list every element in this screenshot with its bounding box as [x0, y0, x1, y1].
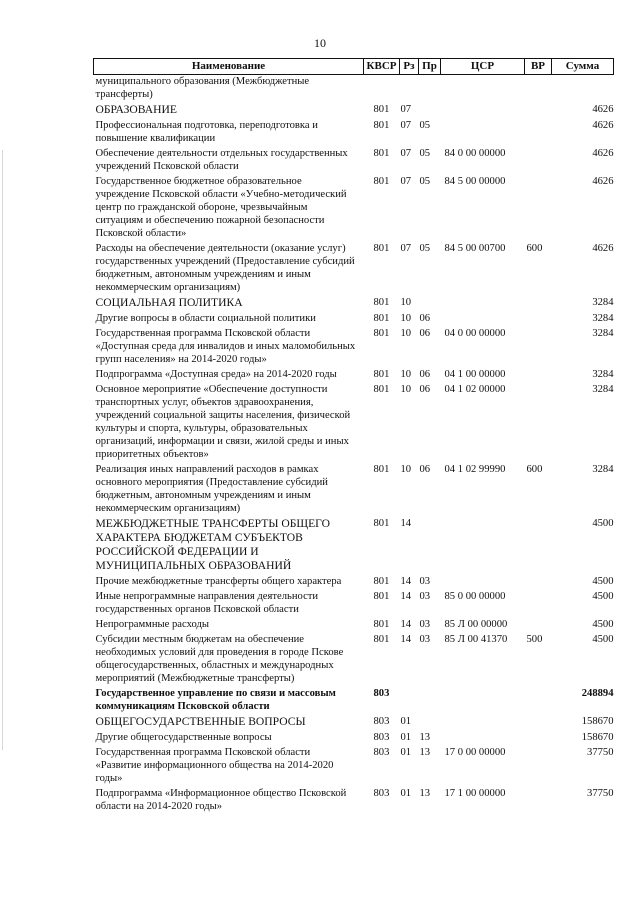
- cell-sum: 248894: [581, 688, 614, 699]
- cell-sum: 37750: [587, 747, 614, 758]
- cell-kvsr: 801: [373, 313, 390, 324]
- cell-vr: [525, 175, 552, 242]
- header-vr: ВР: [525, 59, 552, 75]
- cell-kvsr: 801: [373, 243, 390, 254]
- cell-pr: 03: [419, 591, 431, 602]
- cell-pr: 06: [419, 384, 431, 395]
- cell-rz: 07: [400, 148, 412, 159]
- cell-vr: [525, 383, 552, 463]
- cell-pr: 06: [419, 369, 431, 380]
- cell-csr: [441, 687, 525, 715]
- cell-vr: [525, 368, 552, 383]
- header-kvsr: КВСР: [364, 59, 400, 75]
- cell-name: Другие вопросы в области социальной политики: [95, 313, 316, 324]
- cell-name: Обеспечение деятельности отдельных государственных учреждений Псковской области: [95, 148, 348, 172]
- cell-csr: 84 5 00 00700: [444, 243, 506, 254]
- table-row: [94, 368, 614, 383]
- cell-rz: 01: [400, 732, 412, 743]
- cell-vr: [525, 517, 552, 575]
- table-row: [94, 787, 614, 815]
- cell-name: Профессиональная подготовка, переподготовка и повышение квалификации: [95, 120, 318, 144]
- cell-rz: 14: [400, 634, 412, 645]
- cell-csr: [441, 575, 525, 590]
- cell-sum: 3284: [592, 384, 614, 395]
- cell-name: Расходы на обеспечение деятельности (оказание услуг) государственных учреждений (Предоставление субсидий бюджетным, автономным учреждениям и иным некоммерческим организациям): [95, 243, 355, 293]
- cell-name: ОБРАЗОВАНИЕ: [95, 103, 177, 116]
- cell-vr: [525, 715, 552, 731]
- cell-pr: 13: [419, 788, 431, 799]
- cell-csr: 84 5 00 00000: [444, 176, 506, 187]
- table-row: [94, 296, 614, 312]
- cell-rz: 10: [400, 384, 412, 395]
- cell-csr: [441, 75, 525, 104]
- cell-pr: 03: [419, 619, 431, 630]
- cell-sum: 4500: [592, 619, 614, 630]
- cell-rz: 10: [400, 369, 412, 380]
- cell-csr: [441, 103, 525, 119]
- cell-vr: [525, 590, 552, 618]
- cell-pr: [419, 296, 441, 312]
- cell-vr: [525, 119, 552, 147]
- cell-name: СОЦИАЛЬНАЯ ПОЛИТИКА: [95, 296, 243, 309]
- cell-rz: 14: [400, 518, 412, 529]
- cell-name: Государственная программа Псковской области «Доступная среда для инвалидов и иных маломобильных групп населения» на 2014-2020 годы»: [95, 328, 356, 365]
- cell-csr: 85 Л 00 00000: [444, 619, 508, 630]
- table-row: [94, 103, 614, 119]
- cell-name: Подпрограмма «Информационное общество Псковской области на 2014-2020 годы»: [95, 788, 347, 812]
- cell-pr: [419, 517, 441, 575]
- cell-name: Государственное бюджетное образовательное учреждение Псковской области «Учебно-методический центр по гражданской обороне, чрезвычайным ситуациям и обеспечению пожарной безопасности Псковской области»: [95, 176, 347, 239]
- cell-rz: 10: [400, 328, 412, 339]
- page-number: 10: [314, 36, 326, 50]
- cell-pr: 05: [419, 243, 431, 254]
- cell-rz: 01: [400, 788, 412, 799]
- header-csr: ЦСР: [441, 59, 525, 75]
- cell-rz: [400, 75, 419, 104]
- cell-sum: 158670: [581, 716, 614, 727]
- table-row: [94, 746, 614, 787]
- header-sum: Сумма: [552, 59, 614, 75]
- cell-csr: 04 1 02 99990: [444, 464, 506, 475]
- cell-sum: 3284: [592, 313, 614, 324]
- cell-csr: [441, 731, 525, 746]
- cell-csr: [441, 517, 525, 575]
- cell-kvsr: 801: [373, 464, 390, 475]
- cell-rz: 07: [400, 104, 412, 115]
- cell-csr: 17 1 00 00000: [444, 788, 506, 799]
- cell-sum: 158670: [581, 732, 614, 743]
- cell-kvsr: 801: [373, 591, 390, 602]
- cell-pr: [419, 687, 441, 715]
- cell-kvsr: 801: [373, 297, 390, 308]
- cell-kvsr: 801: [373, 328, 390, 339]
- cell-name: Прочие межбюджетные трансферты общего характера: [95, 576, 342, 587]
- cell-vr: [525, 575, 552, 590]
- cell-pr: [419, 715, 441, 731]
- cell-sum: 3284: [592, 464, 614, 475]
- cell-kvsr: 803: [373, 716, 390, 727]
- cell-sum: 4626: [592, 243, 614, 254]
- table-row: [94, 75, 614, 104]
- cell-csr: 04 1 00 00000: [444, 369, 506, 380]
- cell-sum: 37750: [587, 788, 614, 799]
- cell-kvsr: 803: [373, 747, 390, 758]
- cell-csr: [441, 119, 525, 147]
- cell-name: Государственная программа Псковской области «Развитие информационного общества на 2014-2020 годы»: [95, 747, 334, 784]
- cell-kvsr: 801: [373, 518, 390, 529]
- cell-csr: 85 0 00 00000: [444, 591, 506, 602]
- cell-csr: [441, 296, 525, 312]
- table-row: [94, 242, 614, 296]
- cell-kvsr: 801: [373, 176, 390, 187]
- table-row: [94, 590, 614, 618]
- cell-csr: 17 0 00 00000: [444, 747, 506, 758]
- cell-vr: 600: [526, 243, 543, 254]
- cell-sum: 4500: [592, 576, 614, 587]
- cell-rz: 10: [400, 464, 412, 475]
- table-row: [94, 463, 614, 517]
- cell-pr: 05: [419, 176, 431, 187]
- table-row: [94, 175, 614, 242]
- cell-rz: [400, 687, 419, 715]
- cell-name: ОБЩЕГОСУДАРСТВЕННЫЕ ВОПРОСЫ: [95, 715, 306, 728]
- cell-rz: 01: [400, 716, 412, 727]
- cell-kvsr: 801: [373, 120, 390, 131]
- table-body: [94, 75, 614, 816]
- cell-name: Иные непрограммные направления деятельности государственных органов Псковской области: [95, 591, 319, 615]
- cell-vr: [525, 312, 552, 327]
- cell-kvsr: 801: [373, 104, 390, 115]
- cell-name: МЕЖБЮДЖЕТНЫЕ ТРАНСФЕРТЫ ОБЩЕГО ХАРАКТЕРА БЮДЖЕТАМ СУБЪЕКТОВ РОССИЙСКОЙ ФЕДЕРАЦИИ И МУНИЦИПАЛЬНЫХ ОБРАЗОВАНИЙ: [95, 517, 330, 572]
- cell-name: муниципального образования (Межбюджетные трансферты): [95, 76, 310, 100]
- cell-rz: 01: [400, 747, 412, 758]
- table-row: [94, 715, 614, 731]
- budget-table: [93, 58, 614, 815]
- cell-rz: 07: [400, 176, 412, 187]
- scan-edge: [2, 150, 3, 750]
- table-row: [94, 383, 614, 463]
- cell-rz: 10: [400, 313, 412, 324]
- cell-name: Реализация иных направлений расходов в рамках основного мероприятия (Предоставление субсидий бюджетным, автономным учреждениям и иным некоммерческим организациям): [95, 464, 328, 514]
- table-row: [94, 618, 614, 633]
- cell-name: Подпрограмма «Доступная среда» на 2014-2020 годы: [95, 369, 337, 380]
- cell-name: Непрограммные расходы: [95, 619, 209, 630]
- cell-pr: 06: [419, 313, 431, 324]
- cell-csr: 85 Л 00 41370: [444, 634, 508, 645]
- header-name: Наименование: [94, 59, 364, 75]
- cell-csr: 84 0 00 00000: [444, 148, 506, 159]
- cell-kvsr: 801: [373, 384, 390, 395]
- cell-kvsr: 801: [373, 619, 390, 630]
- cell-kvsr: 803: [373, 688, 390, 699]
- cell-pr: [419, 103, 441, 119]
- cell-rz: 14: [400, 576, 412, 587]
- table-row: [94, 327, 614, 368]
- cell-pr: 06: [419, 328, 431, 339]
- cell-name: Государственное управление по связи и массовым коммуникациям Псковской области: [95, 688, 336, 712]
- cell-kvsr: 801: [373, 369, 390, 380]
- cell-sum: 4500: [592, 591, 614, 602]
- cell-csr: [441, 715, 525, 731]
- cell-sum: 4500: [592, 634, 614, 645]
- cell-rz: 14: [400, 619, 412, 630]
- cell-name: Основное мероприятие «Обеспечение доступности транспортных услуг, объектов здравоохранения, учреждений социальной защиты населения, физической культуры и спорта, культуры, образовательных организаций, информации и связи, жилой среды и иных приоритетных объектов»: [95, 384, 351, 460]
- cell-name: Субсидии местным бюджетам на обеспечение необходимых условий для проведения в городе Пскове общегосударственных, областных и международных мероприятий (Межбюджетные трансферты): [95, 634, 344, 684]
- cell-vr: [525, 103, 552, 119]
- cell-pr: 05: [419, 120, 431, 131]
- cell-kvsr: [364, 75, 400, 104]
- cell-sum: 4500: [592, 518, 614, 529]
- cell-vr: 500: [526, 634, 543, 645]
- table-header: [94, 59, 614, 75]
- cell-sum: 3284: [592, 297, 614, 308]
- cell-rz: 07: [400, 243, 412, 254]
- table-row: [94, 147, 614, 175]
- cell-vr: [525, 327, 552, 368]
- cell-sum: [552, 75, 614, 104]
- cell-pr: 13: [419, 732, 431, 743]
- cell-rz: 07: [400, 120, 412, 131]
- cell-vr: 600: [526, 464, 543, 475]
- cell-csr: 04 1 02 00000: [444, 384, 506, 395]
- table-row: [94, 517, 614, 575]
- cell-vr: [525, 687, 552, 715]
- cell-kvsr: 801: [373, 148, 390, 159]
- cell-vr: [525, 296, 552, 312]
- cell-vr: [525, 746, 552, 787]
- cell-sum: 3284: [592, 369, 614, 380]
- cell-pr: 13: [419, 747, 431, 758]
- cell-pr: 03: [419, 634, 431, 645]
- cell-sum: 4626: [592, 120, 614, 131]
- cell-sum: 4626: [592, 104, 614, 115]
- cell-rz: 14: [400, 591, 412, 602]
- cell-kvsr: 803: [373, 732, 390, 743]
- cell-csr: 04 0 00 00000: [444, 328, 506, 339]
- cell-pr: 06: [419, 464, 431, 475]
- cell-csr: [441, 312, 525, 327]
- cell-sum: 4626: [592, 176, 614, 187]
- table-row: [94, 575, 614, 590]
- cell-name: Другие общегосударственные вопросы: [95, 732, 272, 743]
- cell-vr: [525, 147, 552, 175]
- header-rz: Рз: [400, 59, 419, 75]
- cell-vr: [525, 787, 552, 815]
- cell-pr: 03: [419, 576, 431, 587]
- table-row: [94, 312, 614, 327]
- cell-pr: 05: [419, 148, 431, 159]
- table-row: [94, 731, 614, 746]
- cell-sum: 3284: [592, 328, 614, 339]
- table-row: [94, 633, 614, 687]
- cell-kvsr: 801: [373, 634, 390, 645]
- cell-vr: [525, 618, 552, 633]
- cell-rz: 10: [400, 297, 412, 308]
- cell-sum: 4626: [592, 148, 614, 159]
- cell-vr: [525, 731, 552, 746]
- table-row: [94, 687, 614, 715]
- cell-pr: [419, 75, 441, 104]
- cell-kvsr: 803: [373, 788, 390, 799]
- cell-kvsr: 801: [373, 576, 390, 587]
- cell-vr: [525, 75, 552, 104]
- table-row: [94, 119, 614, 147]
- header-pr: Пр: [419, 59, 441, 75]
